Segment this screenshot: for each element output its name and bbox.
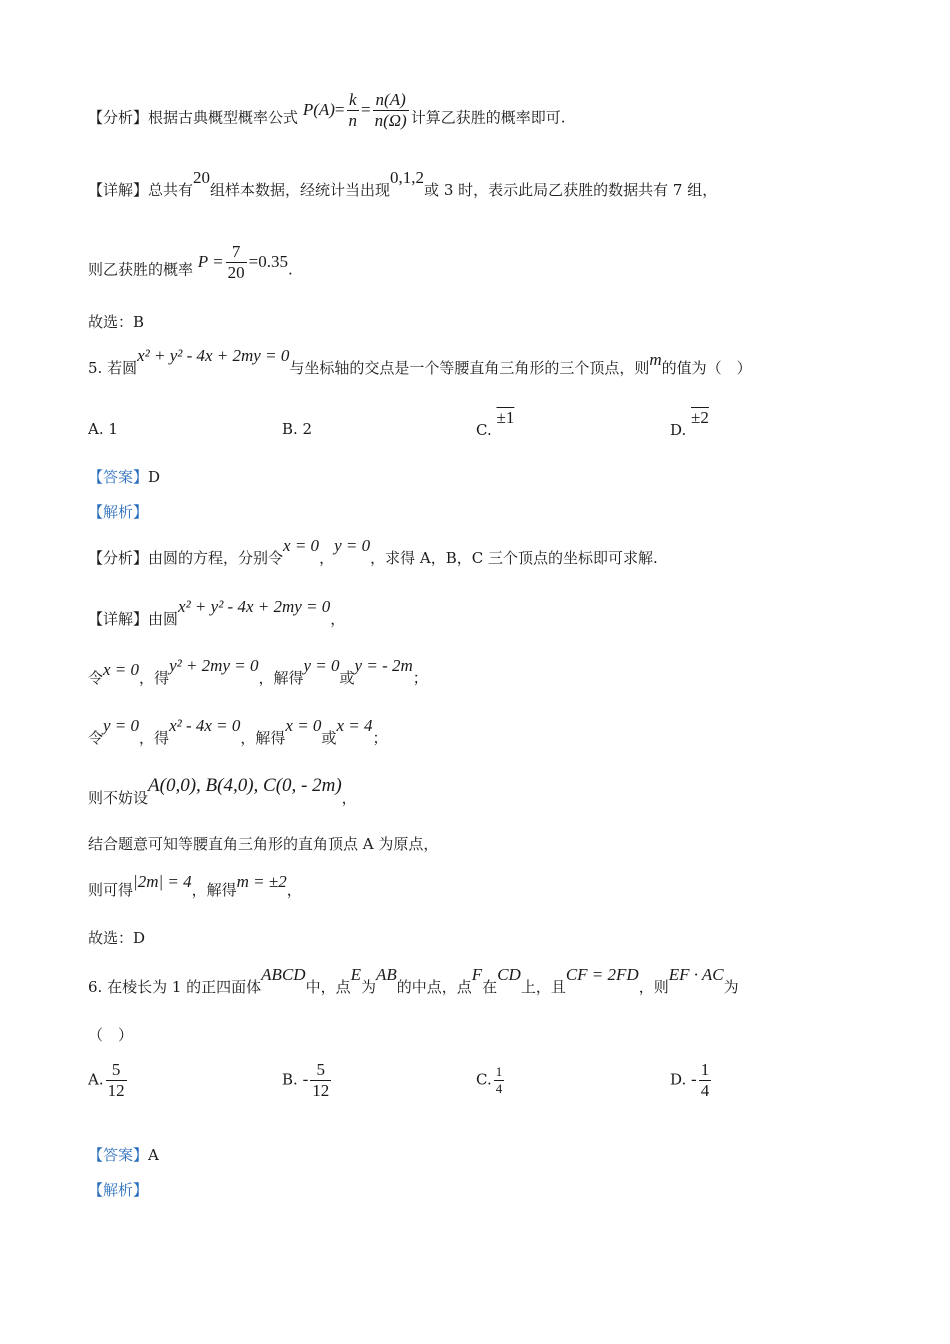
q4-probability: 则乙获胜的概率 P = $\frac{7}{20}$ =0.35. bbox=[88, 242, 293, 282]
q5-equation: x² + y² - 4x + 2my = 0 bbox=[137, 346, 290, 365]
q5-analysis: 【分析】由圆的方程，分别令x = 0，y = 0，求得 A，B，C 三个顶点的坐标即可求解. bbox=[88, 536, 658, 567]
frac-c: $\frac{1}{4}$ bbox=[495, 1064, 503, 1096]
q5-step3: 则不妨设A(0,0), B(4,0), C(0, - 2m)， bbox=[88, 775, 357, 807]
q5-option-b[interactable]: B. 2 bbox=[282, 420, 313, 438]
frac-d: $\frac{1}{4}$ bbox=[700, 1060, 710, 1100]
q5-step5: 则可得|2m| = 4，解得m = ±2， bbox=[88, 872, 302, 899]
q5-option-a[interactable]: A. 1 bbox=[88, 420, 118, 438]
q6-question: 6. 在棱长为 1 的正四面体ABCD中，点E为AB的中点，点F在CD上，且CF = 2FD，则EF · AC为 bbox=[88, 965, 739, 996]
q5-step2: 令y = 0，得x² - 4x = 0，解得x = 0或x = 4； bbox=[88, 716, 388, 747]
q6-explain-label: 【解析】 bbox=[88, 1181, 149, 1199]
q6-paren: （ ） bbox=[88, 1026, 134, 1044]
q5-option-c[interactable]: C. ±1 bbox=[476, 408, 515, 439]
q4-detail: 【详解】总共有20组样本数据，经统计当出现0,1,2或 3 时，表示此局乙获胜的数据共有 7 组， bbox=[88, 168, 718, 199]
q4-choice: 故选：B bbox=[88, 313, 145, 331]
q6-option-c[interactable]: C. $\frac{1}{4}$ bbox=[476, 1064, 503, 1096]
formula-P: P(A) bbox=[302, 99, 335, 119]
q6-option-b[interactable]: B. - $\frac{5}{12}$ bbox=[282, 1060, 330, 1100]
q5-step1: 令x = 0，得y² + 2my = 0，解得y = 0或y = - 2m； bbox=[88, 656, 428, 687]
frac-a: $\frac{5}{12}$ bbox=[107, 1060, 125, 1100]
q5-choice: 故选：D bbox=[88, 929, 146, 947]
analysis-label: 【分析】 bbox=[88, 108, 149, 127]
detail-label: 【详解】 bbox=[88, 181, 149, 199]
frac-b: $\frac{5}{12}$ bbox=[312, 1060, 330, 1100]
q6-answer: 【答案】A bbox=[88, 1146, 159, 1164]
q5-explain-label: 【解析】 bbox=[88, 503, 149, 521]
frac-nA-nOmega: $\frac{n(A)}{n(\Omega)}$ bbox=[374, 90, 407, 130]
q5-option-d[interactable]: D. ±2 bbox=[670, 408, 709, 439]
q5-question: 5. 若圆x² + y² - 4x + 2my = 0与坐标轴的交点是一个等腰直角三角形的三个顶点，则m的值为（ ） bbox=[88, 346, 752, 377]
q5-answer: 【答案】D bbox=[88, 468, 161, 486]
q5-detail: 【详解】由圆x² + y² - 4x + 2my = 0， bbox=[88, 597, 346, 628]
q4-analysis: 【分析】根据古典概型概率公式 P(A)= $\frac{k}{n}$ = $\frac{n(A)}{n(\Omega)}$ 计算乙获胜的概率即可. bbox=[88, 90, 566, 130]
q6-option-d[interactable]: D. - $\frac{1}{4}$ bbox=[670, 1060, 710, 1100]
q5-step4: 结合题意可知等腰直角三角形的直角顶点 A 为原点， bbox=[88, 835, 439, 853]
frac-k-n: $\frac{k}{n}$ bbox=[348, 90, 357, 130]
frac-7-20: $\frac{7}{20}$ bbox=[227, 242, 245, 282]
q6-option-a[interactable]: A. $\frac{5}{12}$ bbox=[88, 1060, 125, 1100]
